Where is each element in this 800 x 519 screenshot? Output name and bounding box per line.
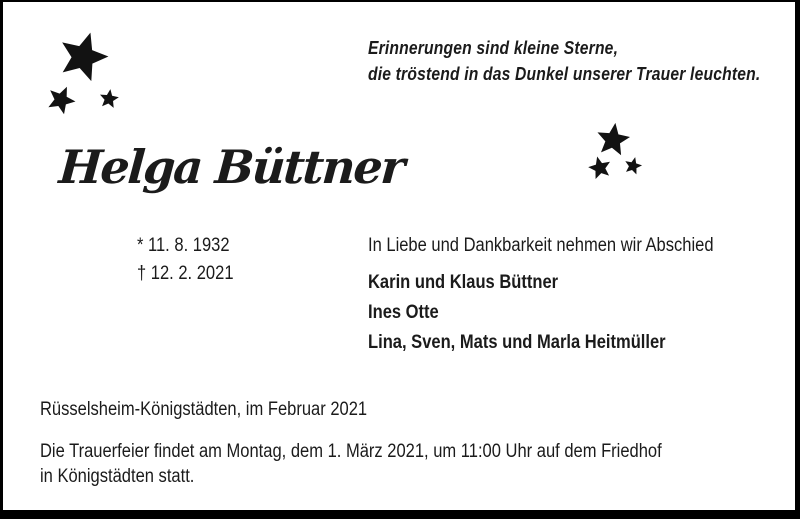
farewell-block (368, 234, 714, 358)
death-date: † 12. 2. 2021 (137, 263, 234, 284)
funeral-info (40, 439, 662, 489)
funeral-info-line1: Die Trauerfeier findet am Montag, dem 1. März 2021, um 11:00 Uhr auf dem Friedhof (40, 441, 662, 462)
farewell-intro: In Liebe und Dankbarkeit nehmen wir Abschied (368, 235, 714, 256)
birth-date: * 11. 8. 1932 (137, 235, 230, 256)
memorial-epigraph-line1: Erinnerungen sind kleine Sterne, (368, 38, 619, 58)
star-icon (97, 87, 122, 112)
mourners-list (368, 268, 714, 358)
memorial-epigraph-line2: die tröstend in das Dunkel unserer Trauer leuchten. (368, 64, 761, 84)
mourner-name: Ines Otte (368, 302, 439, 323)
life-dates (137, 232, 234, 288)
star-icon (621, 154, 645, 178)
memorial-epigraph (368, 35, 760, 87)
star-icon (40, 79, 82, 121)
mourner-name: Lina, Sven, Mats und Marla Heitmüller (368, 332, 666, 353)
place-date-line: Rüsselsheim-Königstädten, im Februar 2021 (40, 399, 368, 420)
mourner-name: Karin und Klaus Büttner (368, 272, 559, 293)
deceased-name: Helga Büttner (57, 140, 405, 194)
funeral-info-line2: in Königstädten statt. (40, 466, 195, 487)
